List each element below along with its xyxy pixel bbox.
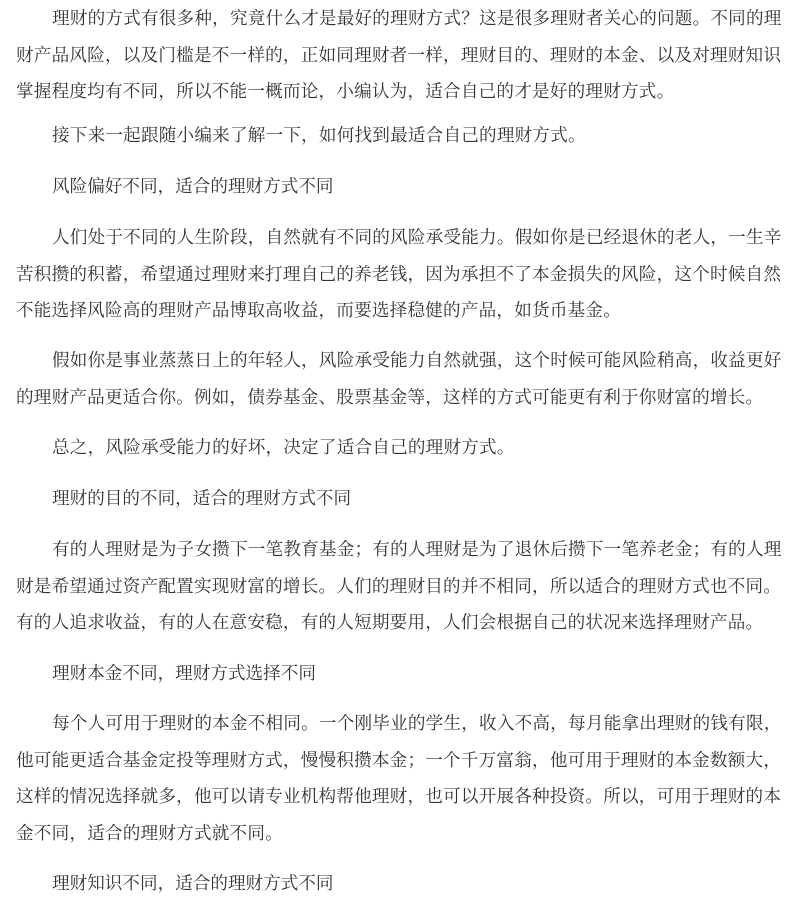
section-heading-purpose: 理财的目的不同，适合的理财方式不同 — [52, 489, 352, 509]
section-heading-risk: 风险偏好不同，适合的理财方式不同 — [52, 177, 334, 197]
principal-paragraph: 每个人可用于理财的本金不相同。一个刚毕业的学生，收入不高，每月能拿出理财的钱有限，他可能更适合基金定投等理财方式，慢慢积攒本金；一个千万富翁，他可用于理财的本金数额大，这样的情况选择就多，他可以请专业机构帮他理财，也可以开展各种投资。所以，可用于理财的本金不同，适合的理财方式就不同。 — [16, 714, 782, 845]
section-heading-principal: 理财本金不同，理财方式选择不同 — [52, 664, 316, 684]
risk-summary-paragraph: 总之，风险承受能力的好坏，决定了适合自己的理财方式。 — [52, 438, 515, 458]
intro-paragraph: 理财的方式有很多种，究竟什么才是最好的理财方式？这是很多理财者关心的问题。不同的理财产品风险，以及门槛是不一样的，正如同理财者一样，理财目的、理财的本金、以及对理财知识掌握程度均有不同，所以不能一概而论，小编认为，适合自己的才是好的理财方式。 — [16, 9, 782, 103]
transition-paragraph: 接下来一起跟随小编来了解一下，如何找到最适合自己的理财方式。 — [52, 126, 586, 146]
risk-paragraph-retiree: 人们处于不同的人生阶段，自然就有不同的风险承受能力。假如你是已经退休的老人，一生辛苦积攒的积蓄，希望通过理财来打理自己的养老钱，因为承担不了本金损失的风险，这个时候自然不能选择风险高的理财产品博取高收益，而要选择稳健的产品，如货币基金。 — [16, 228, 782, 322]
purpose-paragraph: 有的人理财是为子女攒下一笔教育基金；有的人理财是为了退休后攒下一笔养老金；有的人理财是希望通过资产配置实现财富的增长。人们的理财目的并不相同，所以适合的理财方式也不同。有的人追求收益，有的人在意安稳，有的人短期要用，人们会根据自己的状况来选择理财产品。 — [16, 540, 782, 634]
section-heading-knowledge: 理财知识不同，适合的理财方式不同 — [52, 874, 334, 894]
risk-paragraph-young: 假如你是事业蒸蒸日上的年轻人，风险承受能力自然就强，这个时候可能风险稍高，收益更好的理财产品更适合你。例如，债券基金、股票基金等，这样的方式可能更有利于你财富的增长。 — [16, 351, 782, 408]
